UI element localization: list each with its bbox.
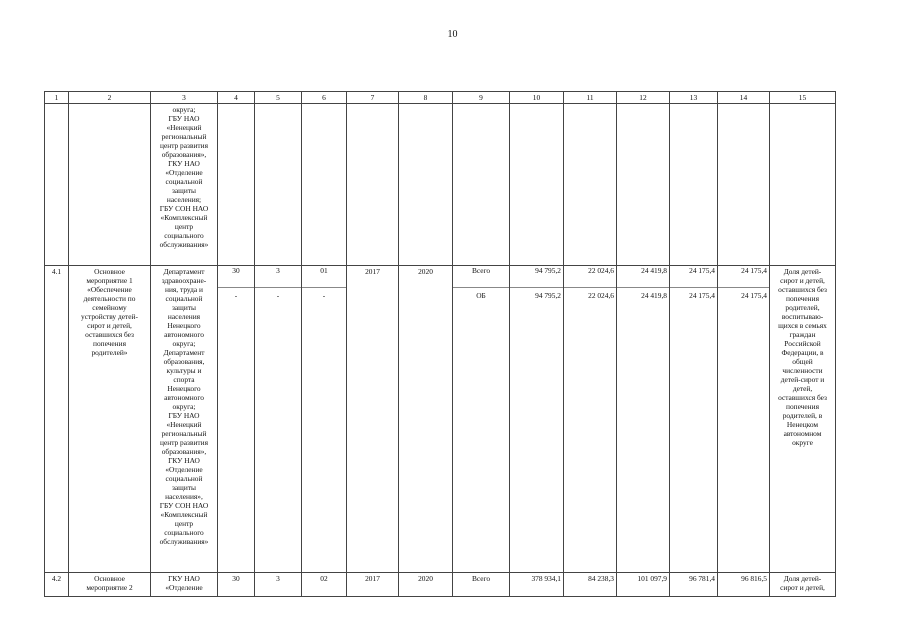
- code-cell: 30: [218, 573, 255, 597]
- amount-cell: 94 795,2: [510, 266, 563, 288]
- header-cell: 14: [718, 92, 770, 104]
- header-cell: 9: [453, 92, 510, 104]
- amount-cell: 24 175,4: [718, 266, 769, 288]
- dash-cell: -: [322, 291, 326, 300]
- executor-cell: Департамент здравоохране- ния, труда и социальной защиты населения Ненецкого автономного округа; Департамент образования, культуры и спорта Ненецкого автономного округа; ГБУ НАО «Ненецкий региональный центр развития образования», ГКУ НАО «Отделение социальной защиты населения», ГБУ СОН НАО «Комплексный центр социального обслуживания»: [151, 266, 218, 573]
- code-cell: 3: [255, 266, 301, 288]
- amount-cell: 24 175,4: [670, 266, 717, 288]
- start-year: 2017: [347, 573, 399, 597]
- end-year: 2020: [399, 266, 453, 573]
- executor-cell: ГКУ НАО «Отделение: [151, 573, 218, 597]
- dash-cell: -: [276, 291, 280, 300]
- table-row: [45, 266, 836, 573]
- header-cell: 15: [770, 92, 836, 104]
- header-cell: 2: [69, 92, 151, 104]
- page-number: 10: [447, 29, 458, 40]
- header-cell: 8: [399, 92, 453, 104]
- amount-cell: 96 816,5: [718, 573, 770, 597]
- header-cell: 1: [45, 92, 69, 104]
- amount-cell: 22 024,6: [588, 291, 614, 300]
- table-row: [45, 573, 836, 597]
- executor-cell: округа; ГБУ НАО «Ненецкий региональный центр развития образования», ГКУ НАО «Отделение социальной защиты населения; ГБУ СОН НАО «Комплексный центр социального обслуживания»: [151, 104, 218, 266]
- amount-cell: 24 419,8: [641, 291, 667, 300]
- amount-cell: 24 419,8: [617, 266, 669, 288]
- table-row: [45, 104, 836, 266]
- header-cell: 5: [255, 92, 302, 104]
- funding-source: Всего: [453, 573, 510, 597]
- amount-cell: 22 024,6: [564, 266, 616, 288]
- funding-source: ОБ: [476, 291, 486, 300]
- dash-cell: -: [234, 291, 238, 300]
- indicator-cell: Доля детей- сирот и детей,: [770, 573, 836, 597]
- end-year: 2020: [399, 573, 453, 597]
- amount-cell: 94 795,2: [535, 291, 561, 300]
- activity-name: Основное мероприятие 2: [69, 573, 151, 597]
- amount-cell: 24 175,4: [689, 291, 715, 300]
- header-cell: 7: [347, 92, 399, 104]
- row-number: 4.1: [45, 266, 69, 573]
- header-cell: 11: [564, 92, 617, 104]
- amount-cell: 96 781,4: [670, 573, 718, 597]
- header-cell: 13: [670, 92, 718, 104]
- program-table: [44, 91, 836, 597]
- amount-cell: 378 934,1: [510, 573, 564, 597]
- row-number: 4.2: [45, 573, 69, 597]
- code-cell: 01: [302, 266, 346, 288]
- indicator-cell: Доля детей- сирот и детей, оставшихся без попечения родителей, воспитываю- щихся в семьях граждан Российской Федерации, в общей численности детей-сирот и детей, оставшихся без попечения родителей, в Ненецком автономном округе: [770, 266, 836, 573]
- amount-cell: 101 097,9: [617, 573, 670, 597]
- header-cell: 6: [302, 92, 347, 104]
- code-cell: 30: [218, 266, 254, 288]
- amount-cell: 24 175,4: [741, 291, 767, 300]
- amount-cell: 84 238,3: [564, 573, 617, 597]
- funding-source: Всего: [453, 266, 509, 288]
- header-cell: 12: [617, 92, 670, 104]
- header-cell: 3: [151, 92, 218, 104]
- start-year: 2017: [347, 266, 399, 573]
- code-cell: 02: [302, 573, 347, 597]
- header-row: [45, 92, 836, 104]
- header-cell: 4: [218, 92, 255, 104]
- code-cell: 3: [255, 573, 302, 597]
- header-cell: 10: [510, 92, 564, 104]
- activity-name: Основное мероприятие 1 «Обеспечение деятельности по семейному устройству детей- сирот и детей, оставшихся без попечения родителей»: [69, 266, 151, 573]
